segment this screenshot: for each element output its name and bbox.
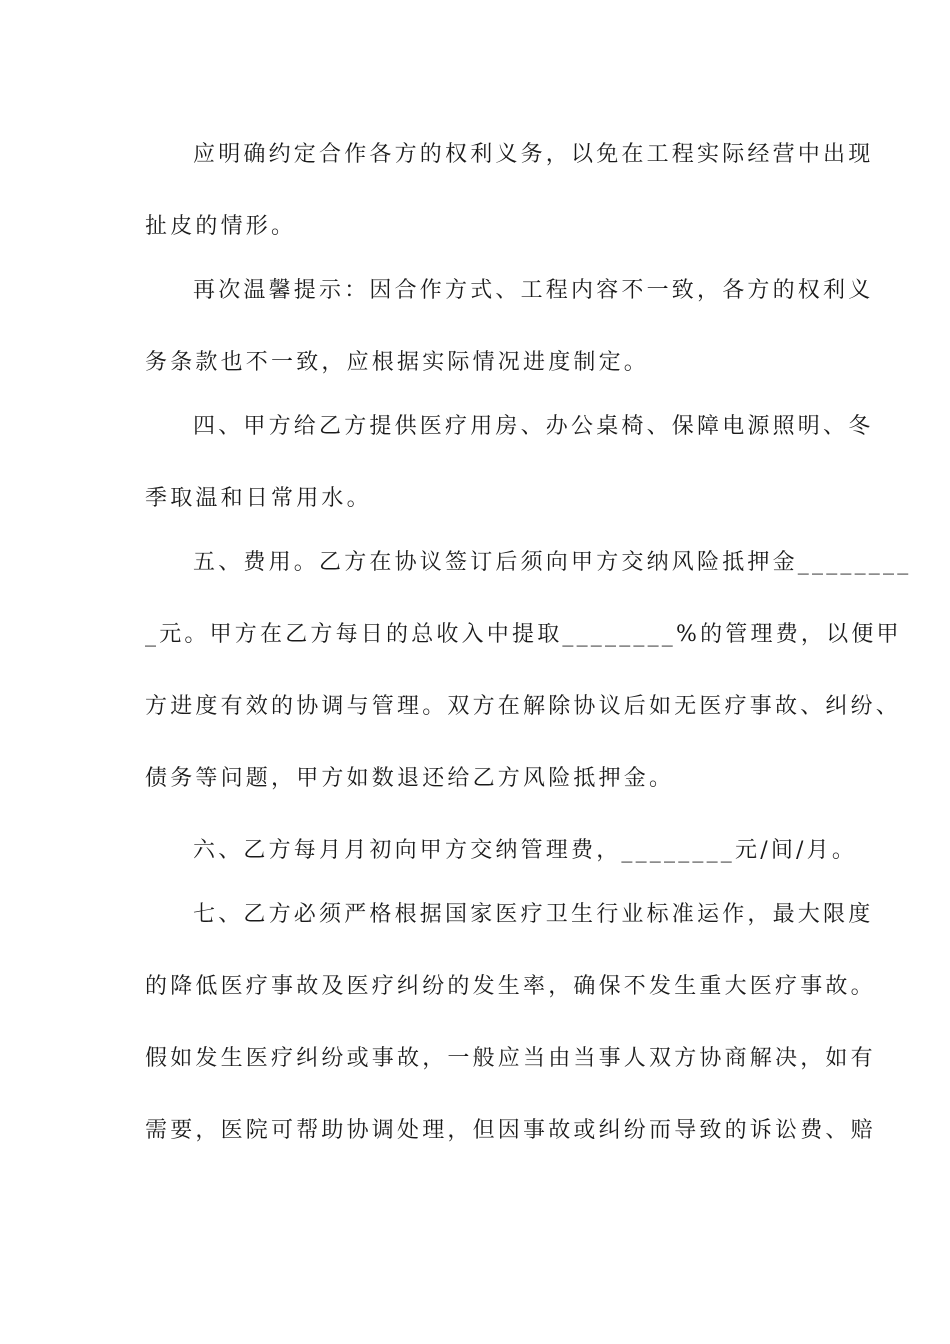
paragraph-line: 债务等问题，甲方如数退还给乙方风险抵押金。 xyxy=(145,766,675,791)
paragraph-line: 五、费用。乙方在协议签订后须向甲方交纳风险抵押金________ xyxy=(193,550,912,575)
paragraph-line: 方进度有效的协调与管理。双方在解除协议后如无医疗事故、纠纷、 xyxy=(145,694,902,719)
paragraph-line: 需要，医院可帮助协调处理，但因事故或纠纷而导致的诉讼费、赔 xyxy=(145,1118,876,1143)
paragraph-line: 务条款也不一致，应根据实际情况进度制定。 xyxy=(145,350,650,375)
paragraph-line: 的降低医疗事故及医疗纠纷的发生率，确保不发生重大医疗事故。 xyxy=(145,974,876,999)
paragraph-line: 六、乙方每月月初向甲方交纳管理费，________元/间/月。 xyxy=(193,838,858,863)
paragraph-line: 四、甲方给乙方提供医疗用房、办公桌椅、保障电源照明、冬 xyxy=(193,414,874,439)
paragraph-line: 季取温和日常用水。 xyxy=(145,486,372,511)
paragraph-line: 应明确约定合作各方的权利义务，以免在工程实际经营中出现 xyxy=(193,142,874,167)
paragraph-line: 假如发生医疗纠纷或事故，一般应当由当事人双方协商解决，如有 xyxy=(145,1046,876,1071)
paragraph-line: 再次温馨提示：因合作方式、工程内容不一致，各方的权利义 xyxy=(193,278,874,303)
paragraph-line: 七、乙方必须严格根据国家医疗卫生行业标准运作，最大限度 xyxy=(193,902,874,927)
paragraph-line: 扯皮的情形。 xyxy=(145,214,297,239)
paragraph-line: _元。甲方在乙方每日的总收入中提取________%的管理费，以便甲 xyxy=(145,622,902,647)
